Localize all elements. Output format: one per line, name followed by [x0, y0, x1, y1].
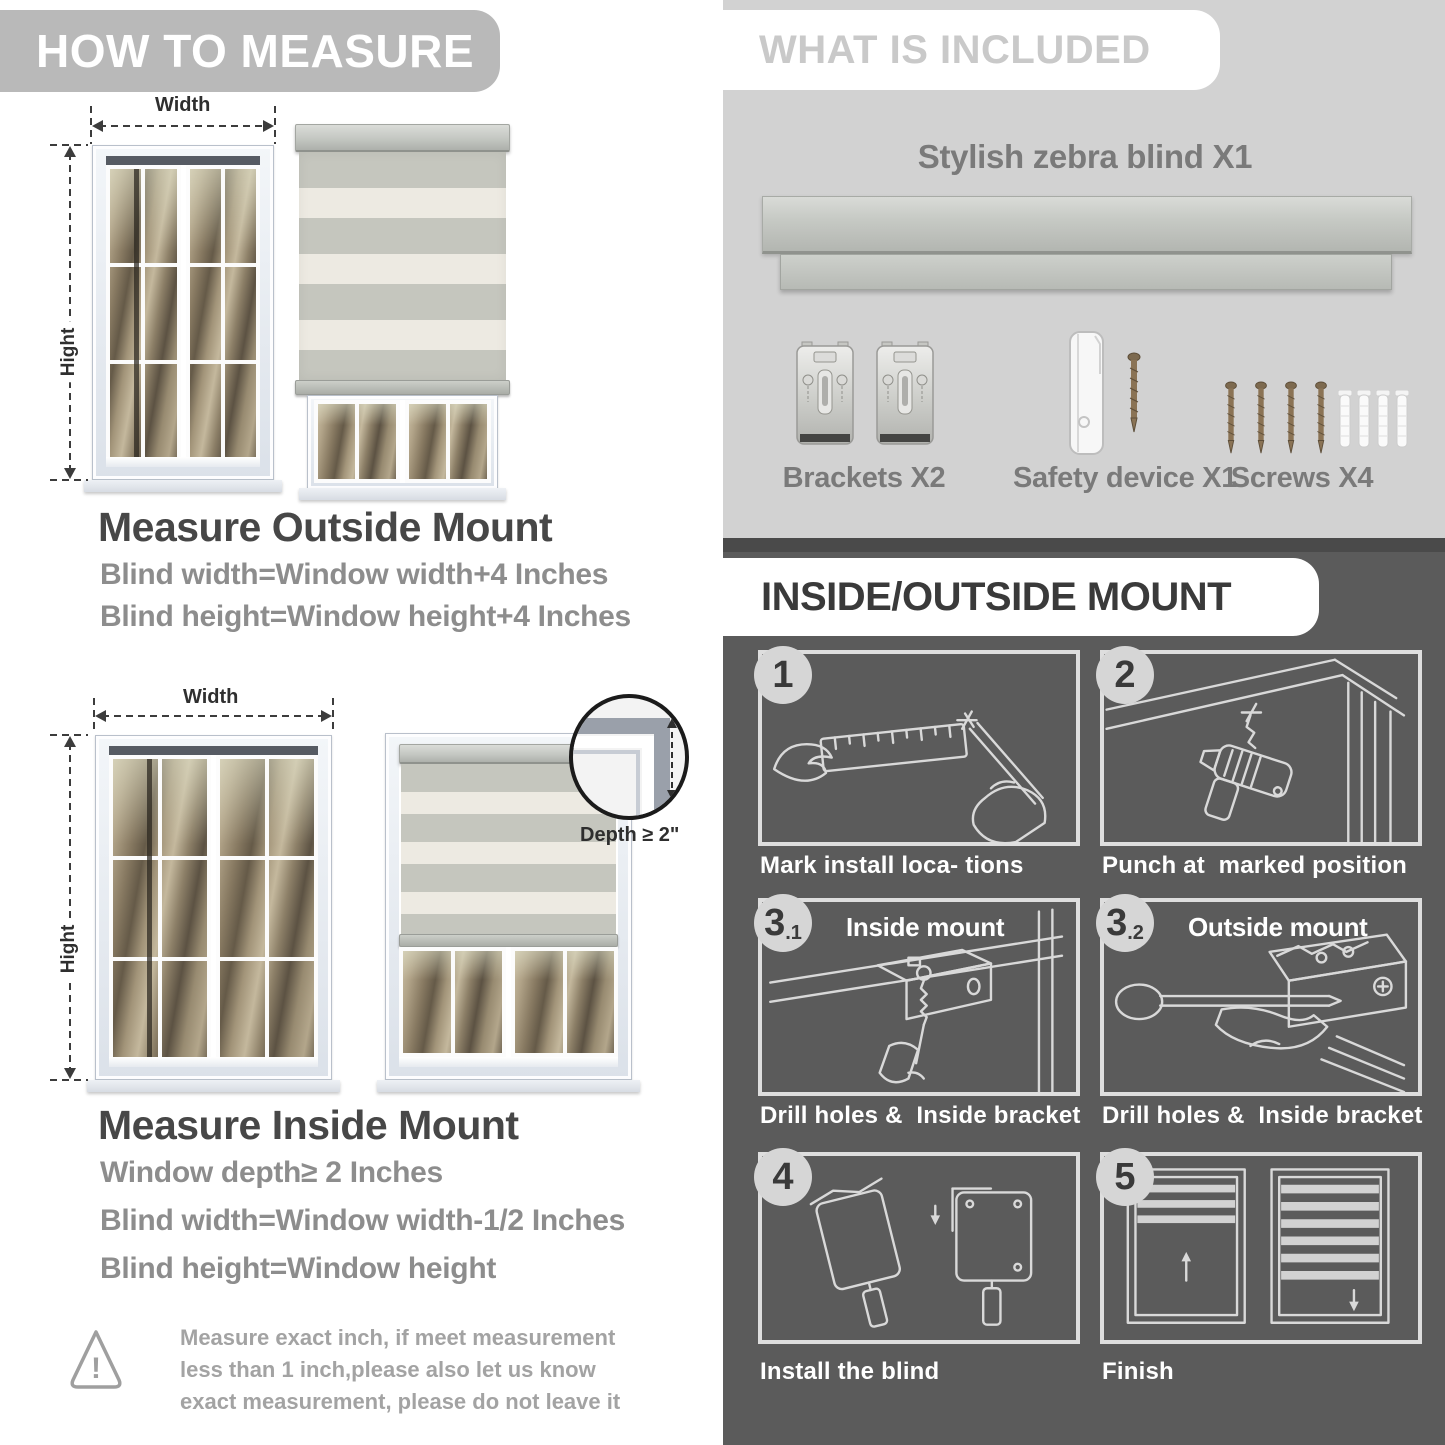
window-door-left [106, 165, 181, 467]
step-badge-2: 2 [1096, 646, 1154, 704]
step-caption-1: Mark install loca- tions [760, 852, 1024, 879]
inside-mount-title: Measure Inside Mount [98, 1102, 519, 1148]
outside-mount-line1: Blind width=Window width+4 Inches [100, 558, 609, 591]
window-below-blind [307, 395, 498, 490]
outside-mount-title: Measure Outside Mount [98, 504, 553, 550]
window-apron [84, 480, 282, 492]
inside-outside-mount-title: INSIDE/OUTSIDE MOUNT [761, 575, 1232, 619]
blind-product-label: Stylish zebra blind X1 [917, 138, 1253, 175]
blind-headrail-lower-illustration [780, 254, 1392, 290]
inside-mount-line2: Blind width=Window width-1/2 Inches [100, 1204, 626, 1237]
inside-mount-line1: Window depth≥ 2 Inches [100, 1156, 443, 1189]
step-caption-2: Punch at marked position [1102, 852, 1408, 879]
step-title-3-2: Outside mount [1188, 912, 1368, 942]
depth-label: Depth ≥ 2" [580, 824, 680, 846]
screws-label: Screws X4 [1230, 462, 1374, 494]
wall-anchor-icon [1376, 390, 1390, 452]
window-opening [106, 156, 260, 467]
height-label-outside: Hight [58, 322, 80, 383]
step-title-3-1: Inside mount [846, 912, 1005, 942]
bracket-icon [874, 340, 936, 452]
step-caption-5: Finish [1102, 1358, 1174, 1385]
screw-icon [1252, 378, 1270, 458]
window-apron [299, 488, 506, 500]
safety-device-icon [1064, 330, 1110, 458]
warning-exclamation: ! [91, 1352, 101, 1385]
height-dimension-icon [50, 733, 88, 1082]
window-door-left [109, 755, 211, 1067]
screw-icon [1222, 378, 1240, 458]
step-caption-4: Install the blind [760, 1358, 940, 1385]
step-caption-3-1: Drill holes & Inside bracket [760, 1102, 1081, 1129]
how-to-measure-title: HOW TO MEASURE [36, 25, 475, 77]
step-caption-3-2: Drill holes & Inside bracket [1102, 1102, 1423, 1129]
window-door-right [216, 755, 318, 1067]
what-is-included-banner [723, 10, 1220, 90]
window-apron [87, 1080, 340, 1092]
step-badge-5: 5 [1096, 1148, 1154, 1206]
inside-outside-mount-banner [723, 558, 1319, 636]
outside-mount-line2: Blind height=Window height+4 Inches [100, 600, 631, 633]
window-sill [106, 457, 260, 467]
window-opening [109, 746, 318, 1067]
brackets-label: Brackets X2 [782, 462, 946, 494]
wall-anchor-icon [1395, 390, 1409, 452]
width-label-inside: Width [175, 686, 246, 709]
blind-bottom-rail [295, 380, 510, 395]
safety-device-label: Safety device X1 [1012, 462, 1238, 494]
window-apron [377, 1080, 640, 1092]
what-is-included-title: WHAT IS INCLUDED [759, 28, 1151, 72]
width-label-outside: Width [147, 94, 218, 117]
step-badge-3-1: 3.1 [754, 894, 812, 952]
window-frame [95, 735, 332, 1080]
warning-text: Measure exact inch, if meet measurement less than 1 inch,please also let us know exact measurement, please do not leave it [180, 1325, 621, 1414]
window-below-blind [399, 947, 618, 1057]
blind-cassette [295, 124, 510, 152]
how-to-measure-banner [0, 10, 500, 92]
screw-icon [1124, 352, 1144, 434]
blind-bottom-rail [399, 934, 618, 947]
inside-mount-line3: Blind height=Window height [100, 1252, 497, 1285]
step-badge-4: 4 [754, 1148, 812, 1206]
screw-icon [1282, 378, 1300, 458]
blind-fabric [299, 152, 506, 380]
wall-anchor-icon [1357, 390, 1371, 452]
zebra-blind-outside-illustration [295, 124, 510, 500]
window-top-shadow [106, 156, 260, 165]
step-badge-1: 1 [754, 646, 812, 704]
divider-strip [723, 538, 1445, 552]
height-dimension-icon [50, 143, 88, 482]
wall-anchor-icon [1338, 390, 1352, 452]
window-frame [92, 145, 274, 480]
step-badge-3-2: 3.2 [1096, 894, 1154, 952]
blind-headrail-illustration [762, 196, 1412, 254]
window-door-right [186, 165, 261, 467]
height-label-inside: Hight [58, 919, 80, 980]
window-inside-illustration [95, 735, 332, 1080]
screw-icon [1312, 378, 1330, 458]
window-outside-illustration [92, 145, 274, 480]
depth-magnifier-icon [566, 692, 692, 822]
bracket-icon [794, 340, 856, 452]
